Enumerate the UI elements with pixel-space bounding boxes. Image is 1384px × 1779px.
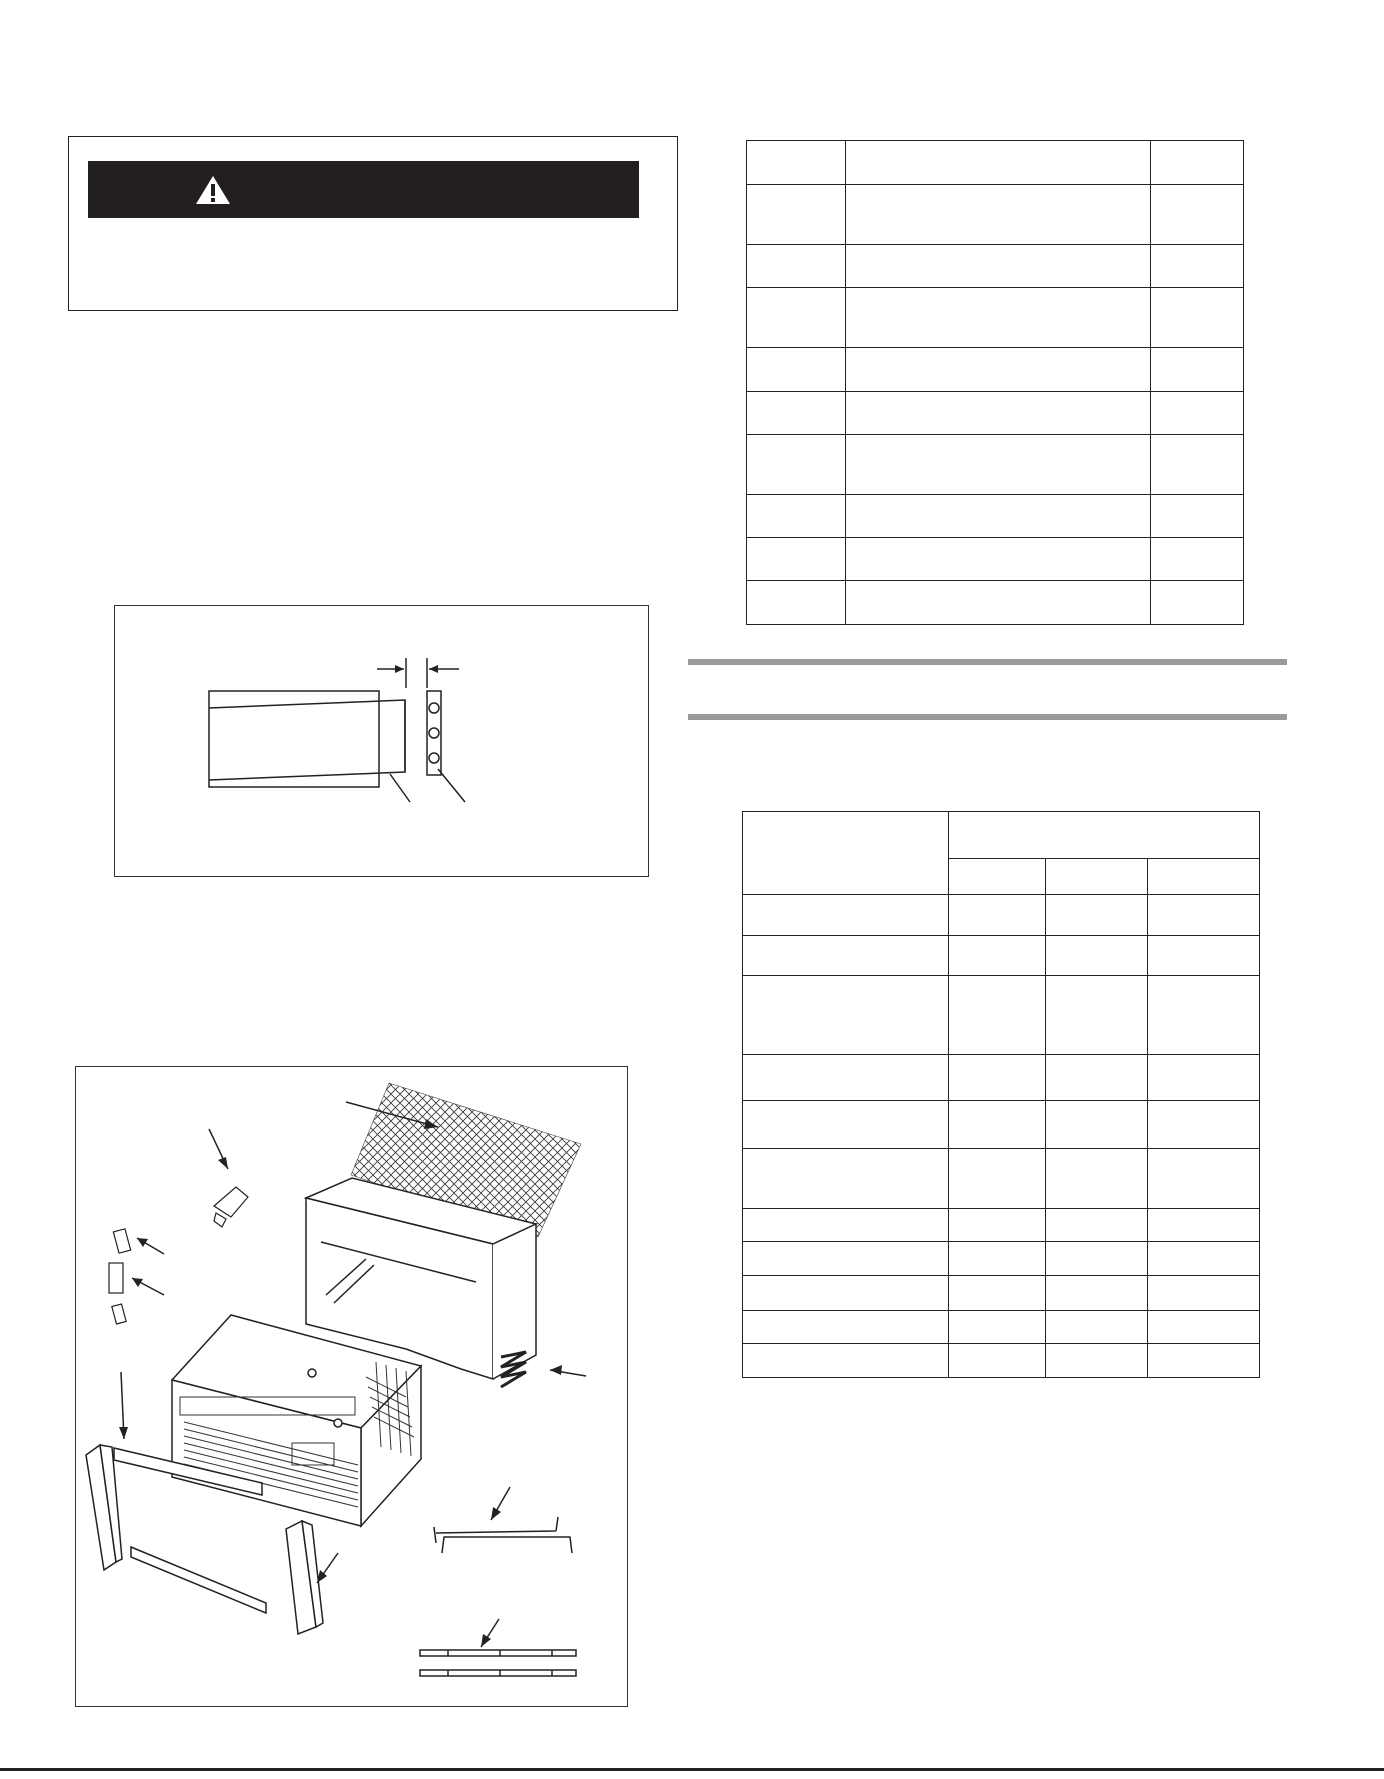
- parts-table: [746, 140, 1244, 625]
- specs-table: [742, 811, 1260, 1378]
- table-row: [743, 976, 1260, 1055]
- leader-line: [390, 774, 410, 802]
- table-row: [747, 495, 1244, 538]
- section-rule-top: [688, 659, 1287, 665]
- side-rail: [420, 1650, 576, 1676]
- table-row: [743, 895, 1260, 936]
- exploded-parts-view: [76, 1067, 629, 1708]
- support-bracket: [434, 1517, 572, 1553]
- bottom-channel: [131, 1547, 266, 1613]
- table-row: [747, 141, 1244, 185]
- warning-header-bar: [88, 161, 639, 218]
- dimension-arrow: [395, 665, 404, 673]
- leader-line: [438, 769, 465, 802]
- warning-triangle-icon: [194, 174, 232, 206]
- table-row: [743, 936, 1260, 976]
- dimension-arrow: [429, 665, 438, 673]
- exploded-view-frame: [75, 1066, 628, 1707]
- mounting-hole: [429, 728, 439, 738]
- side-panel-right: [286, 1521, 323, 1634]
- spacing-diagram: [115, 606, 650, 878]
- side-panel-left: [86, 1445, 122, 1570]
- table-row: [743, 1242, 1260, 1276]
- spacing-diagram-frame: [114, 605, 649, 877]
- table-row: [747, 348, 1244, 392]
- table-row: [747, 245, 1244, 288]
- table-row: [743, 812, 1260, 859]
- ac-unit: [172, 1315, 421, 1526]
- window-frame-rect: [209, 691, 379, 787]
- table-row: [747, 185, 1244, 245]
- table-row: [747, 435, 1244, 495]
- mounting-hole: [429, 703, 439, 713]
- table-row: [743, 1209, 1260, 1242]
- table-row: [743, 1149, 1260, 1209]
- table-row: [743, 1101, 1260, 1149]
- mounting-hole: [429, 753, 439, 763]
- table-row: [743, 1311, 1260, 1344]
- footer-rule: [0, 1768, 1384, 1771]
- table-row: [747, 581, 1244, 625]
- table-row: [743, 1055, 1260, 1101]
- table-row: [747, 392, 1244, 435]
- table-row: [747, 288, 1244, 348]
- table-row: [743, 1344, 1260, 1378]
- table-row: [747, 538, 1244, 581]
- control-knob: [214, 1187, 248, 1227]
- section-rule-bottom: [688, 714, 1287, 720]
- unit-body-outline: [209, 700, 405, 780]
- table-row: [743, 1276, 1260, 1311]
- mounting-bracket: [109, 1229, 131, 1324]
